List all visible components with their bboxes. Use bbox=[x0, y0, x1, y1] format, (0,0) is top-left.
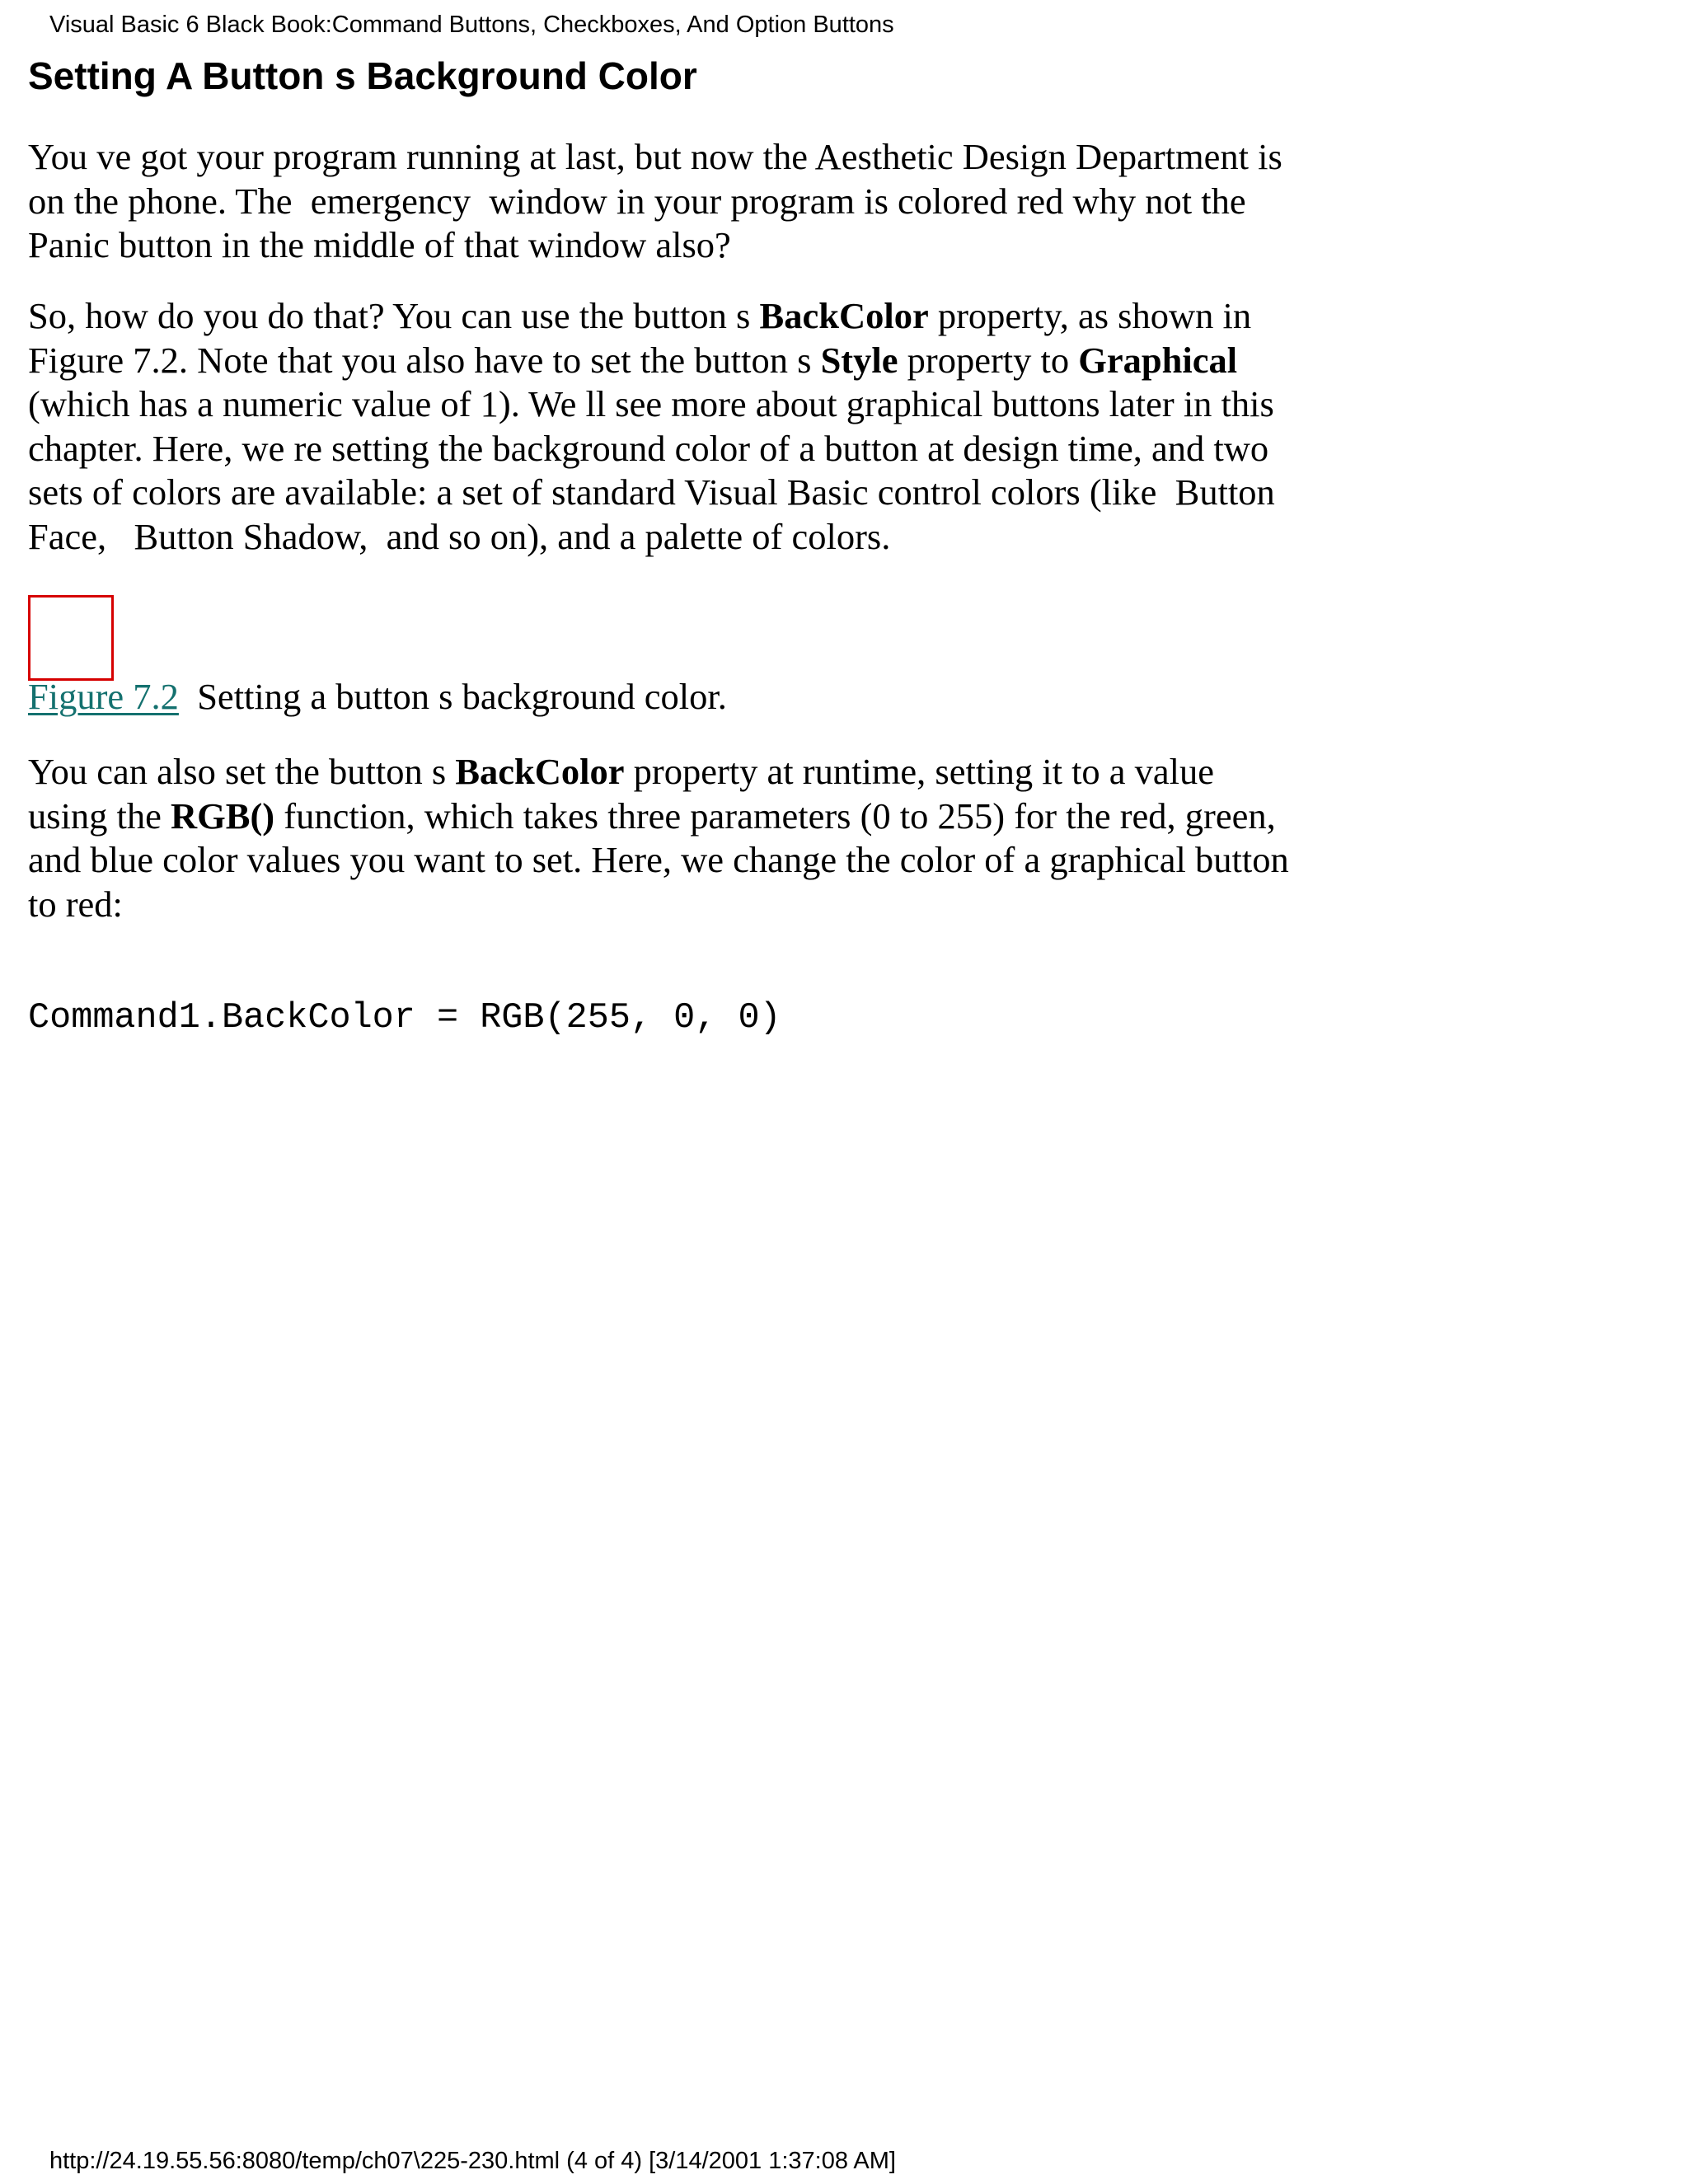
paragraph-line: chapter. Here, we re setting the background color of a button at design time, and two bbox=[28, 427, 1269, 469]
bold-term-backcolor: BackColor bbox=[759, 295, 929, 336]
text-run: Figure 7.2. Note that you also have to set the button s bbox=[28, 339, 821, 381]
code-sample: Command1.BackColor = RGB(255, 0, 0) bbox=[28, 998, 781, 1038]
figure-link[interactable]: Figure 7.2 bbox=[28, 676, 179, 717]
bold-term-graphical: Graphical bbox=[1078, 339, 1238, 381]
bold-term-style: Style bbox=[820, 339, 898, 381]
text-run: property at runtime, setting it to a value bbox=[624, 751, 1215, 792]
bold-term-rgb: RGB() bbox=[171, 794, 275, 837]
paragraph-line: Panic button in the middle of that window also? bbox=[28, 224, 731, 265]
paragraph-backcolor-runtime bbox=[28, 750, 1380, 926]
text-run: You can also set the button s bbox=[28, 751, 456, 792]
paragraph-line bbox=[28, 750, 1380, 794]
bold-term-backcolor: BackColor bbox=[455, 751, 625, 792]
figure-image-placeholder bbox=[28, 595, 114, 681]
paragraph-line bbox=[28, 294, 1380, 339]
page-title: Setting A Button s Background Color bbox=[28, 54, 697, 97]
paragraph-line bbox=[28, 339, 1380, 383]
paragraph-line: Face, Button Shadow, and so on), and a palette of colors. bbox=[28, 515, 891, 557]
text-run: function, which takes three parameters (0 to 255) for the red, green, bbox=[274, 794, 1276, 837]
paragraph-intro bbox=[28, 135, 1380, 268]
text-run: using the bbox=[28, 794, 171, 837]
paragraph-line: (which has a numeric value of 1). We ll see more about graphical buttons later in this bbox=[28, 383, 1274, 424]
paragraph-line: and blue color values you want to set. Here, we change the color of a graphical button bbox=[28, 839, 1289, 880]
paragraph-line: You ve got your program running at last, but now the Aesthetic Design Department is bbox=[28, 136, 1282, 177]
paragraph-line: to red: bbox=[28, 883, 123, 925]
page-footer-url: http://24.19.55.56:8080/temp/ch07\225-230.html (4 of 4) [3/14/2001 1:37:08 AM] bbox=[49, 2148, 896, 2174]
paragraph-line bbox=[28, 794, 1380, 839]
figure-caption bbox=[28, 674, 727, 719]
paragraph-line: on the phone. The emergency window in your program is colored red why not the bbox=[28, 180, 1246, 222]
text-run: property to bbox=[898, 339, 1079, 381]
text-run: So, how do you do that? You can use the button s bbox=[28, 295, 760, 336]
paragraph-line: sets of colors are available: a set of standard Visual Basic control colors (like Button bbox=[28, 471, 1275, 513]
figure-caption-text: Setting a button s background color. bbox=[178, 676, 727, 717]
running-header: Visual Basic 6 Black Book:Command Buttons, Checkboxes, And Option Buttons bbox=[49, 12, 894, 38]
text-run: property, as shown in bbox=[928, 295, 1252, 336]
paragraph-backcolor-design-time bbox=[28, 294, 1380, 559]
